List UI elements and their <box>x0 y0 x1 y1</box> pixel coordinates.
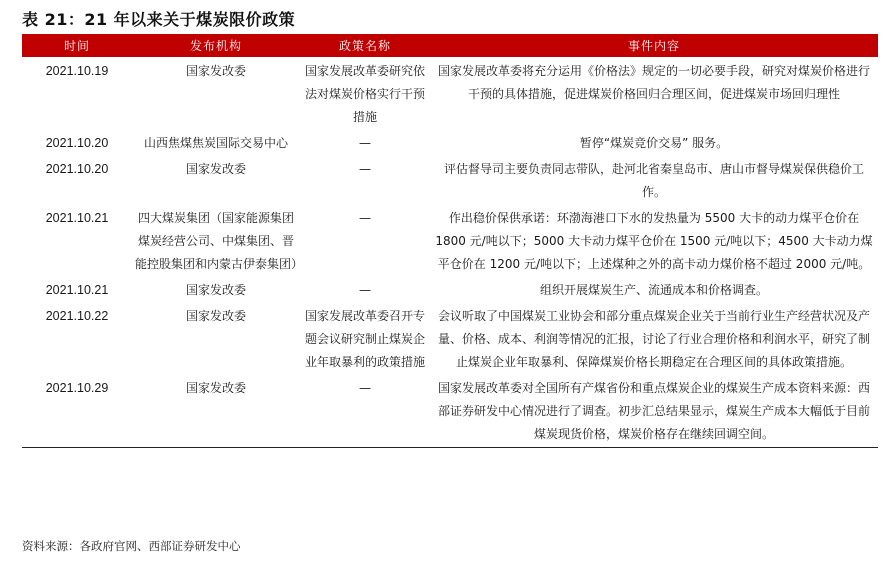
header-org: 发布机构 <box>132 34 300 57</box>
table-row <box>22 302 878 374</box>
cell-org: 国家发改委 <box>132 374 300 448</box>
cell-date: 2021.10.21 <box>45 283 109 297</box>
cell-date: 2021.10.20 <box>45 162 109 176</box>
cell-event: 国家发展改革委对全国所有产煤省份和重点煤炭企业的煤炭生产成本资料来源：西部证券研发中心情况进行了调查。初步汇总结果显示，煤炭生产成本大幅低于目前煤炭现货价格，煤炭价格存在继续回调空间。 <box>430 374 878 448</box>
table-row <box>22 374 878 448</box>
cell-event: 会议听取了中国煤炭工业协会和部分重点煤炭企业关于当前行业生产经营状况及产量、价格、成本、利润等情况的汇报，讨论了行业合理价格和利润水平，研究了制止煤炭企业年取暴利、保障煤炭价格长期稳定在合理区间的具体政策措施。 <box>437 309 870 369</box>
cell-policy: — <box>359 211 371 225</box>
cell-policy: 国家发展改革委研究依法对煤炭价格实行干预措施 <box>304 64 425 124</box>
cell-org: 山西焦煤焦炭国际交易中心 <box>143 136 288 150</box>
table-row <box>22 57 878 129</box>
table-row <box>22 155 878 204</box>
cell-org: 国家发改委 <box>185 64 246 78</box>
cell-policy: — <box>300 374 430 448</box>
table-row <box>22 276 878 302</box>
cell-org: 四大煤炭集团（国家能源集团煤炭经营公司、中煤集团、晋能控股集团和内蒙古伊泰集团） <box>135 211 304 271</box>
table-title: 表 21：21 年以来关于煤炭限价政策 <box>22 10 296 29</box>
header-policy: 政策名称 <box>300 34 430 57</box>
cell-date: 2021.10.19 <box>45 64 109 78</box>
cell-policy: — <box>359 136 371 150</box>
cell-event: 评估督导司主要负责同志带队，赴河北省秦皇岛市、唐山市督导煤炭保供稳价工作。 <box>443 162 864 199</box>
policy-table <box>22 34 878 448</box>
table-row <box>22 204 878 276</box>
table-row <box>22 129 878 155</box>
cell-date: 2021.10.21 <box>45 211 109 225</box>
cell-date: 2021.10.29 <box>22 374 132 448</box>
table-header-row <box>22 34 878 57</box>
cell-policy: 国家发展改革委召开专题会议研究制止煤炭企业年取暴利的政策措施 <box>304 309 425 369</box>
source-note: 资料来源：各政府官网、西部证券研发中心 <box>22 539 241 553</box>
cell-policy: — <box>359 162 371 176</box>
cell-policy: — <box>359 283 371 297</box>
header-event: 事件内容 <box>430 34 878 57</box>
cell-org: 国家发改委 <box>185 162 246 176</box>
cell-event: 作出稳价保供承诺：环渤海港口下水的发热量为 5500 大卡的动力煤平仓价在 1800 元/吨以下；5000 大卡动力煤平仓价在 1500 元/吨以下；4500 大卡动力煤平仓价在 1200 元/吨以下；上述煤种之外的高卡动力煤价格不超过 2000 元/吨。 <box>435 211 873 271</box>
cell-date: 2021.10.20 <box>45 136 109 150</box>
cell-event: 组织开展煤炭生产、流通成本和价格调查。 <box>539 283 768 297</box>
header-date: 时间 <box>22 34 132 57</box>
cell-org: 国家发改委 <box>185 283 246 297</box>
cell-org: 国家发改委 <box>185 309 246 323</box>
cell-date: 2021.10.22 <box>45 309 109 323</box>
cell-event: 暂停“煤炭竞价交易” 服务。 <box>579 136 729 150</box>
cell-event: 国家发展改革委将充分运用《价格法》规定的一切必要手段，研究对煤炭价格进行干预的具体措施，促进煤炭价格回归合理区间，促进煤炭市场回归理性 <box>437 64 870 101</box>
